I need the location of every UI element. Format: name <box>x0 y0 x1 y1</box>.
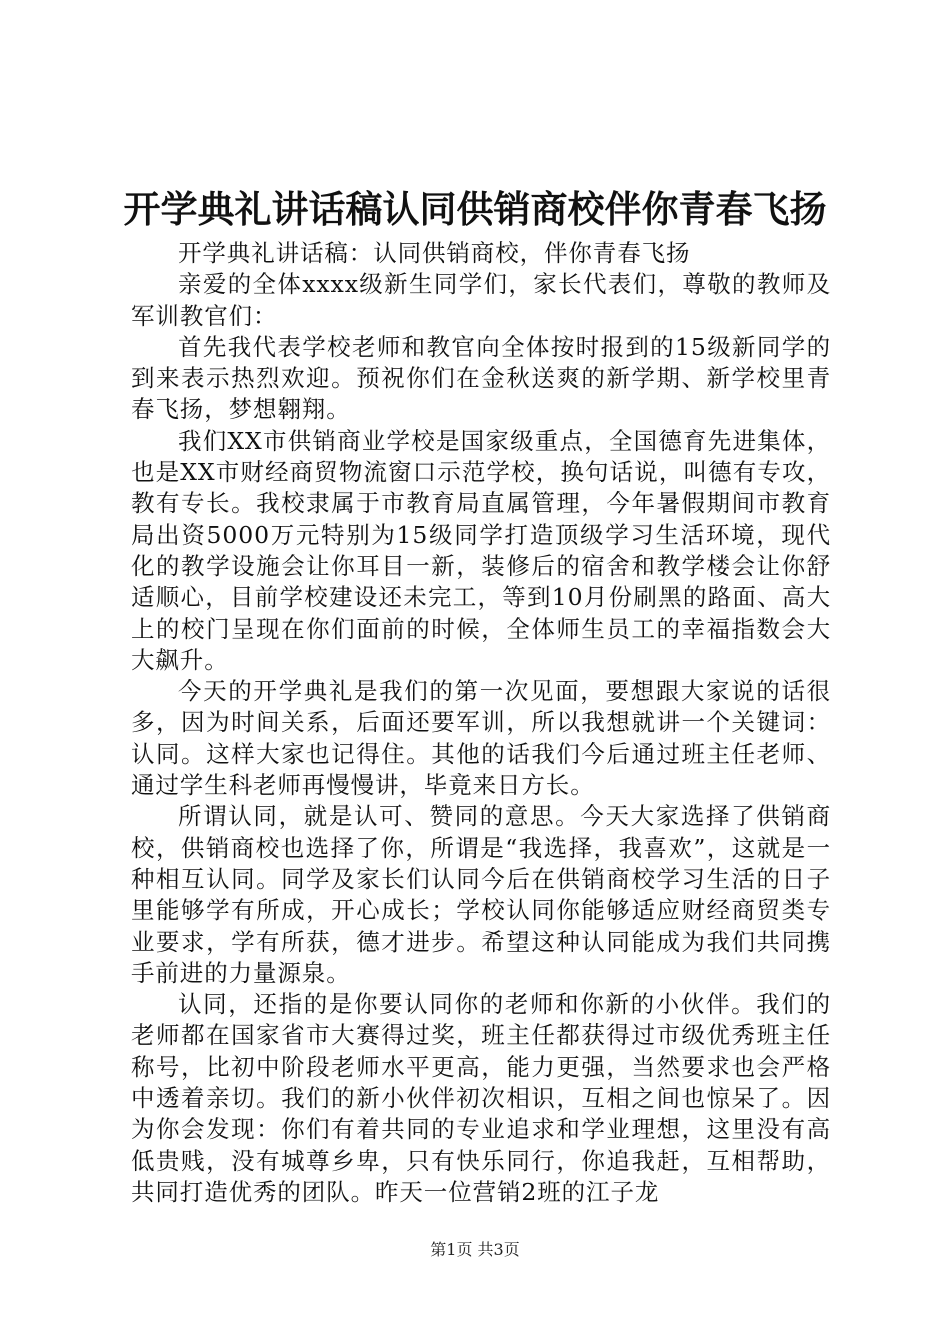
page-number-footer: 第1页 共3页 <box>430 1240 520 1259</box>
paragraph-recognition: 所谓认同，就是认可、赞同的意思。今天大家选择了供销商校，供销商校也选择了你，所谓是“我选择，我喜欢”，这就是一种相互认同。同学及家长们认同今后在供销商校学习生活的日子里能够学有所成，开心成长；学校认同你能够适应财经商贸类专业要求，学有所获，德才进步。希望这种认同能成为我们共同携手前进的力量源泉。 <box>131 802 831 987</box>
paragraph-school-intro: 我们XX市供销商业学校是国家级重点，全国德育先进集体，也是XX市财经商贸物流窗口示范学校，换句话说，叫德有专攻，教有专长。我校隶属于市教育局直属管理，今年暑假期间市教育局出资5000万元特别为15级同学打造顶级学习生活环境，现代化的教学设施会让你耳目一新，装修后的宿舍和教学楼会让你舒适顺心，目前学校建设还未完工，等到10月份刷黑的路面、高大上的校门呈现在你们面前的时候，全体师生员工的幸福指数会大大飙升。 <box>131 426 831 674</box>
paragraph-subtitle: 开学典礼讲话稿：认同供销商校，伴你青春飞扬 <box>178 239 691 267</box>
paragraph-keyword: 今天的开学典礼是我们的第一次见面，要想跟大家说的话很多，因为时间关系，后面还要军训，所以我想就讲一个关键词：认同。这样大家也记得住。其他的话我们今后通过班主任老师、通过学生科老师再慢慢讲，毕竟来日方长。 <box>131 677 831 800</box>
paragraph-teachers-peers: 认同，还指的是你要认同你的老师和你新的小伙伴。我们的老师都在国家省市大赛得过奖，班主任都获得过市级优秀班主任称号，比初中阶段老师水平更高，能力更强，当然要求也会严格中透着亲切。我们的新小伙伴初次相识，互相之间也惊呆了。因为你会发现：你们有着共同的专业追求和学业理想，这里没有高低贵贱，没有城尊乡卑，只有快乐同行，你追我赶，互相帮助，共同打造优秀的团队。昨天一位营销2班的江子龙 <box>131 990 831 1206</box>
document-body <box>131 238 831 1208</box>
document-title: 开学典礼讲话稿认同供销商校伴你青春飞扬 <box>123 187 827 231</box>
paragraph-salutation: 亲爱的全体xxxx级新生同学们，家长代表们，尊敬的教师及军训教官们： <box>131 270 831 330</box>
paragraph-welcome: 首先我代表学校老师和教官向全体按时报到的15级新同学的到来表示热烈欢迎。预祝你们在金秋送爽的新学期、新学校里青春飞扬，梦想翱翔。 <box>131 332 831 424</box>
